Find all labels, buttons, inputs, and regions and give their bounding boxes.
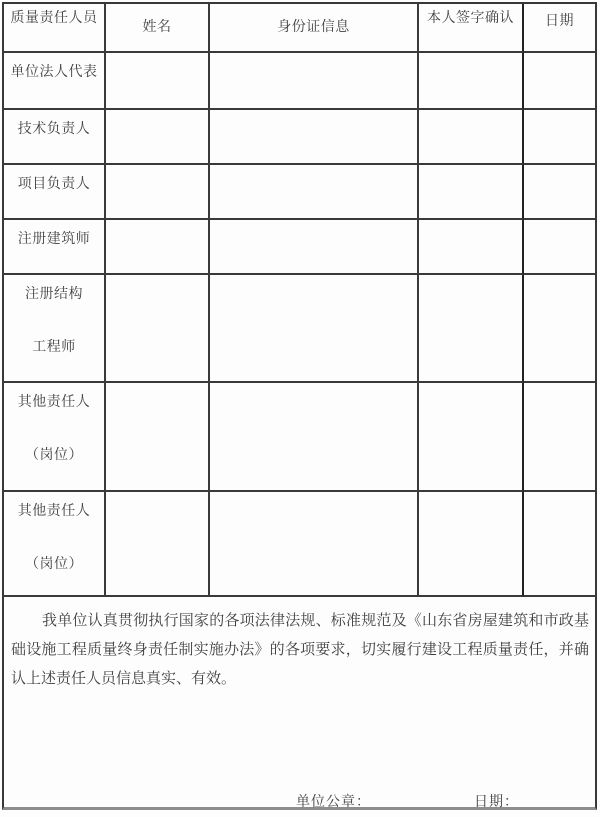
name-cell [106, 383, 210, 492]
date-cell [524, 110, 595, 165]
date-cell [524, 275, 595, 383]
signature-cell [419, 383, 524, 492]
date-cell [524, 165, 595, 220]
role-label: （岗位） [25, 557, 83, 572]
table-row [4, 275, 595, 383]
table-row [4, 110, 595, 165]
role-label: 其他责任人 [17, 395, 91, 410]
id-info-cell [210, 275, 419, 383]
table-row [4, 492, 595, 597]
role-label: 技术负责人 [17, 122, 91, 137]
date-cell [524, 53, 595, 110]
personnel-table [4, 4, 595, 597]
date-label: 日期： [474, 795, 519, 810]
table-row [4, 220, 595, 275]
role-cell [4, 165, 106, 220]
name-cell [106, 110, 210, 165]
name-cell [106, 53, 210, 110]
table-row [4, 53, 595, 110]
id-info-cell [210, 220, 419, 275]
name-cell [106, 220, 210, 275]
role-label: 注册结构 [25, 287, 83, 302]
id-info-cell [210, 383, 419, 492]
role-label: （岗位） [25, 448, 83, 463]
signature-cell [419, 165, 524, 220]
name-cell [106, 275, 210, 383]
column-header [4, 4, 106, 53]
column-header-label: 日期 [545, 14, 574, 29]
column-header [106, 4, 210, 53]
role-label: 单位法人代表 [10, 65, 98, 80]
role-cell [4, 220, 106, 275]
date-cell [524, 220, 595, 275]
role-label: 工程师 [32, 340, 76, 355]
declaration-text: 我单位认真贯彻执行国家的各项法律法规、标准规范及《山东省房屋建筑和市政基础设施工程质量终身责任制实施办法》的各项要求，切实履行建设工程质量责任，并确认上述责任人员信息真实、有效。 [11, 613, 589, 687]
date-cell [524, 492, 595, 597]
role-cell [4, 53, 106, 110]
role-cell [4, 383, 106, 492]
declaration-section [4, 607, 595, 817]
name-cell [106, 492, 210, 597]
role-label: 注册建筑师 [17, 232, 91, 247]
role-label: 其他责任人 [17, 504, 91, 519]
role-cell [4, 110, 106, 165]
role-cell [4, 492, 106, 597]
id-info-cell [210, 53, 419, 110]
id-info-cell [210, 492, 419, 597]
column-header [419, 4, 524, 53]
form-sheet [2, 2, 597, 810]
column-header [210, 4, 419, 53]
column-header [524, 4, 595, 53]
signature-cell [419, 110, 524, 165]
id-info-cell [210, 165, 419, 220]
table-row [4, 165, 595, 220]
id-info-cell [210, 110, 419, 165]
signature-cell [419, 275, 524, 383]
column-header-label: 姓名 [142, 20, 172, 35]
signature-cell [419, 220, 524, 275]
unit-seal-label: 单位公章： [296, 795, 371, 810]
column-header-label: 身份证信息 [277, 20, 350, 35]
date-cell [524, 383, 595, 492]
role-label: 项目负责人 [17, 177, 91, 192]
header-row [4, 4, 595, 53]
column-header-label: 本人签字确认 [427, 11, 514, 26]
column-header-label: 质量责任人员 [10, 11, 98, 26]
table-row [4, 383, 595, 492]
role-cell [4, 275, 106, 383]
signature-cell [419, 492, 524, 597]
name-cell [106, 165, 210, 220]
signature-cell [419, 53, 524, 110]
